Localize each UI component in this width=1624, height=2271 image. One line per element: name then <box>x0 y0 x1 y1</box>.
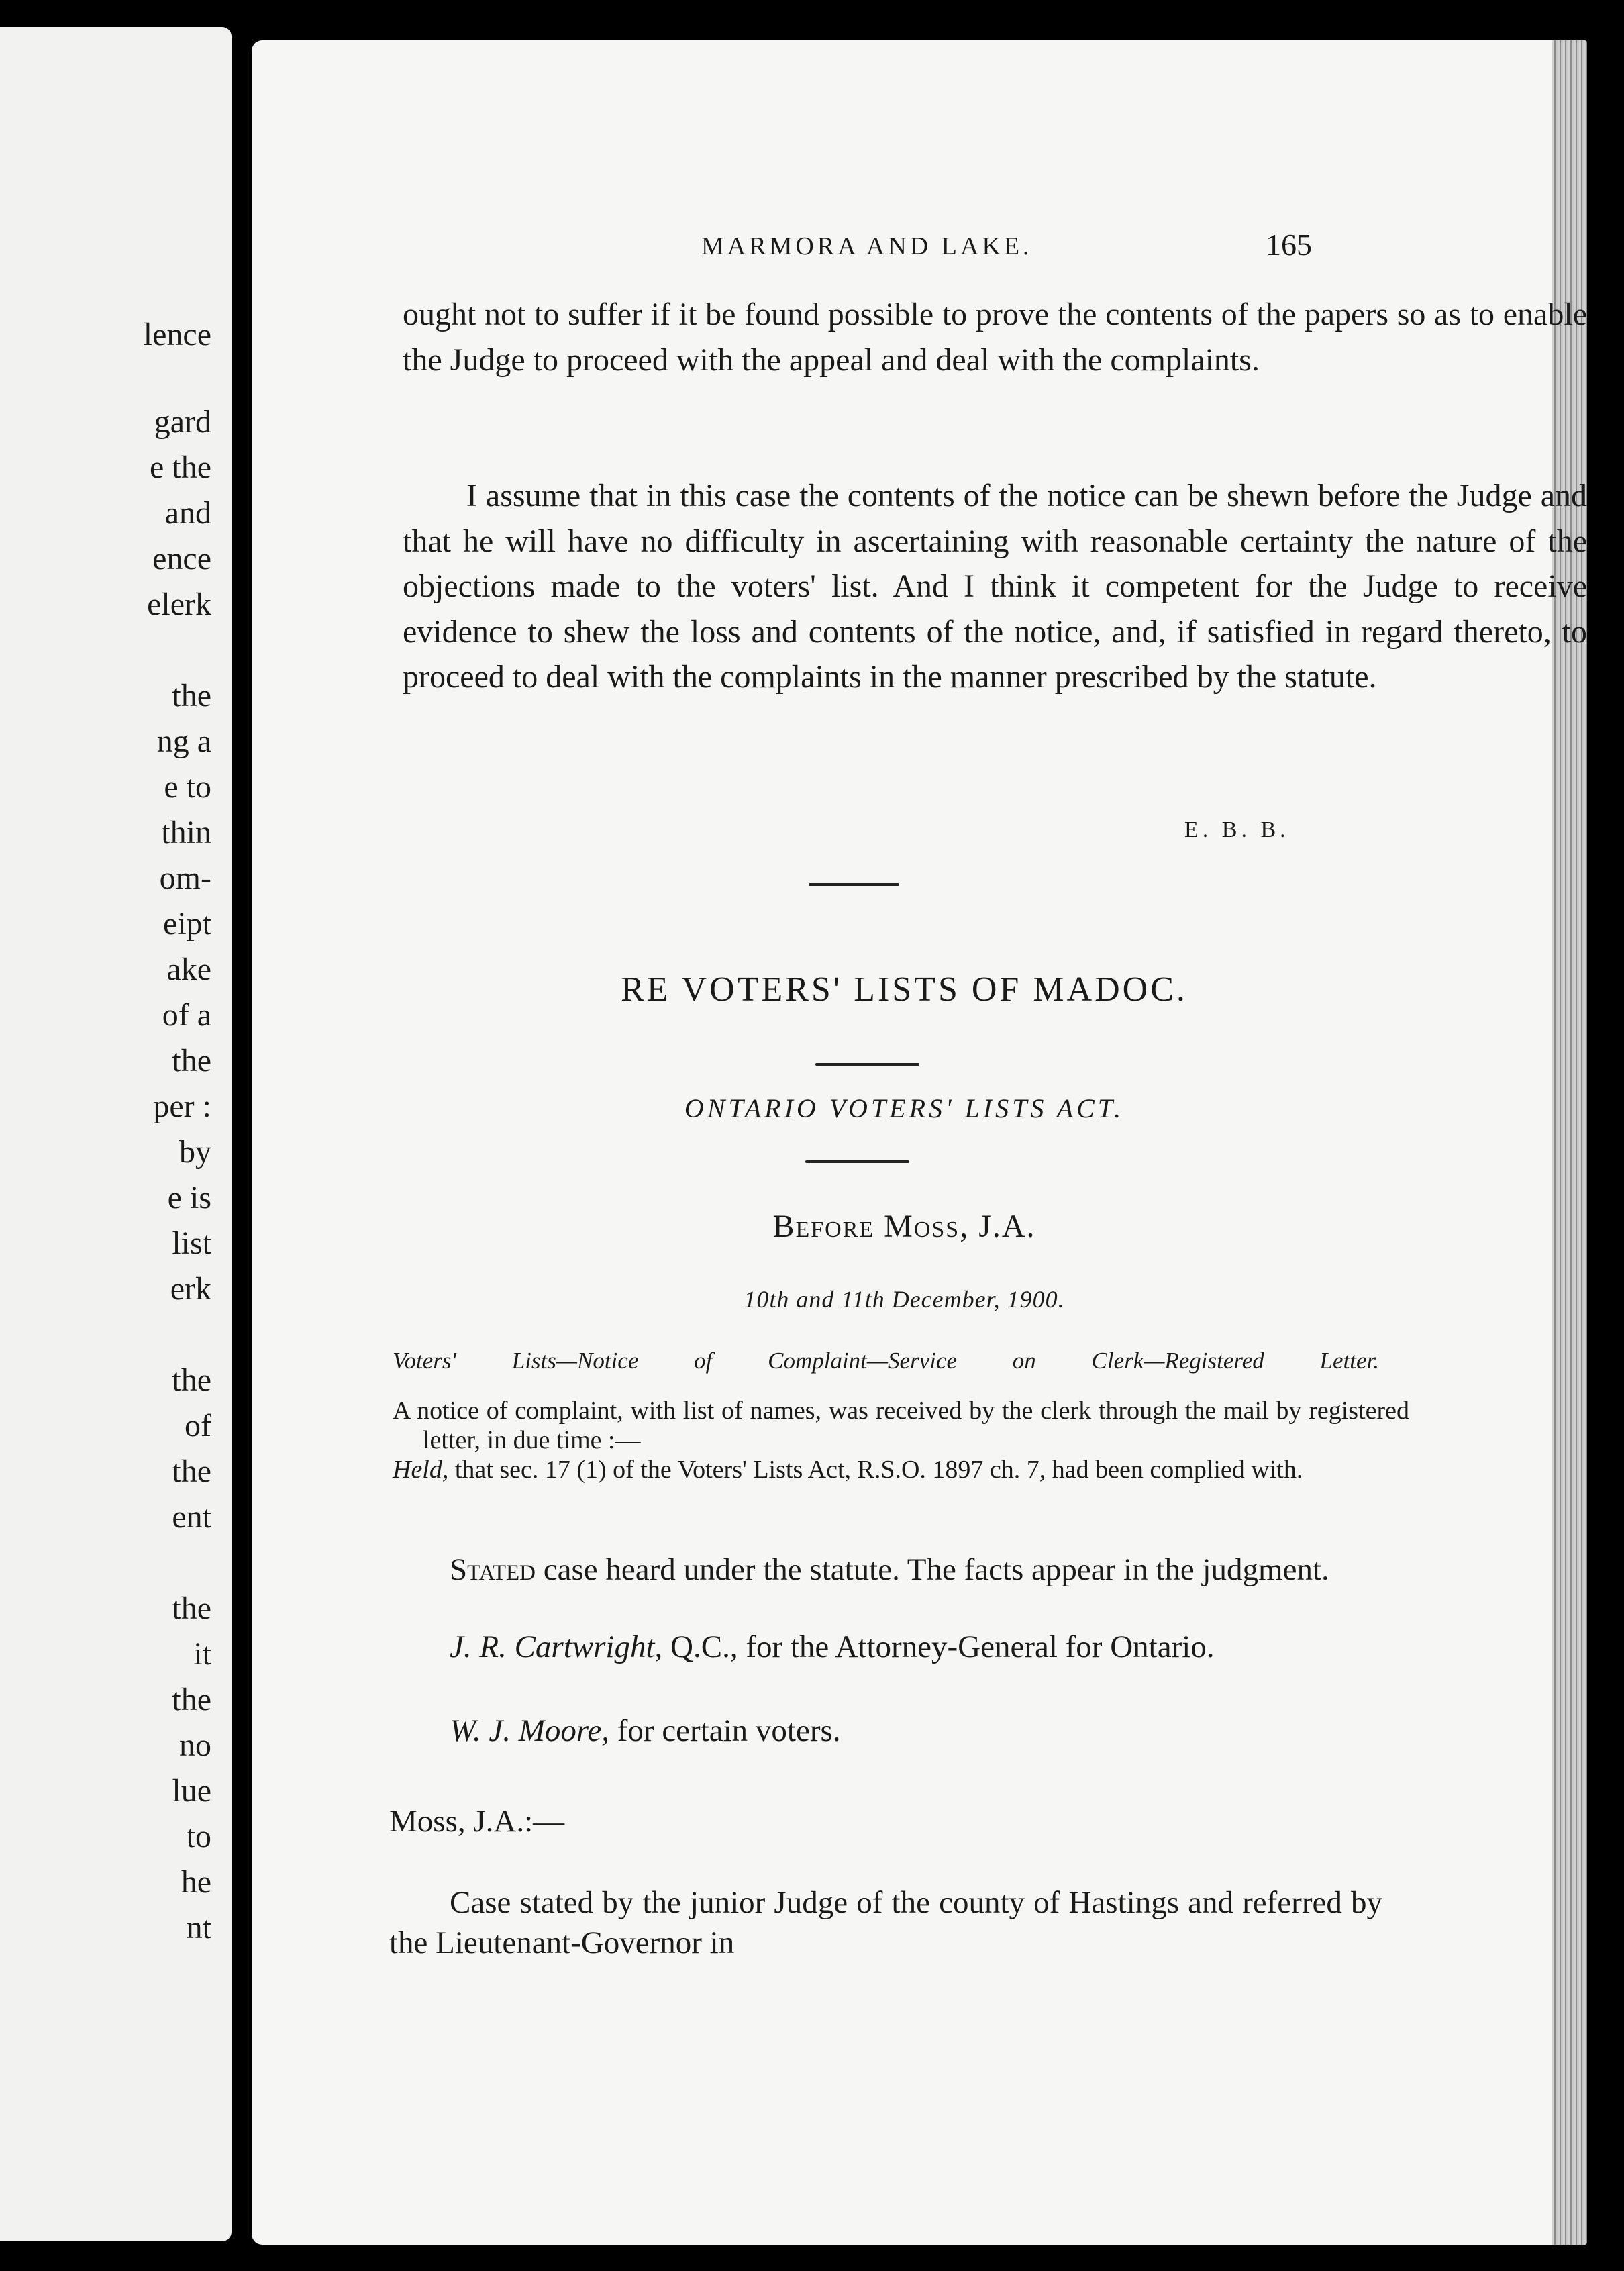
left-page-line: list <box>172 1225 211 1261</box>
left-page-line: and <box>164 495 211 531</box>
left-page-line: the <box>172 1454 211 1489</box>
left-page-line: of <box>185 1408 211 1444</box>
judge-initials: E. B. B. <box>1184 817 1290 842</box>
counsel-line-1 <box>389 1627 1382 1666</box>
main-page <box>252 40 1587 2245</box>
page-number: 165 <box>1266 228 1312 262</box>
left-page-line: of a <box>162 997 211 1033</box>
left-page-line: e the <box>150 450 211 485</box>
left-page-line: ence <box>152 541 211 576</box>
headnote-facts: A notice of complaint, with list of names, was received by the clerk through the mail by registered letter, in due time :— <box>393 1397 1409 1454</box>
left-facing-page <box>0 27 232 2241</box>
hearing-dates: 10th and 11th December, 1900. <box>744 1286 1065 1313</box>
counsel-1-name: J. R. Cartwright, <box>450 1629 663 1664</box>
left-page-line: eipt <box>163 906 211 942</box>
left-page-line: to <box>186 1819 211 1854</box>
left-page-line: he <box>181 1864 211 1900</box>
judge-heading: Moss, J.A.:— <box>389 1804 565 1839</box>
left-page-line: thin <box>161 815 211 850</box>
stated-label: Stated <box>450 1552 536 1587</box>
left-page-line: no <box>179 1727 211 1763</box>
left-page-line: om- <box>159 860 211 896</box>
left-page-line: the <box>172 1043 211 1078</box>
act-title: ONTARIO VOTERS' LISTS ACT. <box>684 1093 1125 1123</box>
left-page-line: e is <box>167 1180 211 1215</box>
counsel-line-2 <box>389 1711 1382 1750</box>
left-page-line: lue <box>172 1773 211 1809</box>
stated-text: case heard under the statute. The facts appear in the judgment. <box>543 1552 1329 1587</box>
before-judge: Before Moss, J.A. <box>772 1209 1036 1244</box>
left-page-line: the <box>172 678 211 713</box>
left-page-line: ent <box>172 1499 211 1535</box>
headnote-held <box>393 1455 1409 1484</box>
counsel-1-text: Q.C., for the Attorney-General for Ontario. <box>670 1629 1215 1664</box>
stated-case-paragraph <box>389 1550 1382 1589</box>
left-page-line: lence <box>143 317 211 352</box>
left-page-line: the <box>172 1591 211 1626</box>
catchline: Voters' Lists—Notice of Complaint—Service on Clerk—Registered Letter. <box>393 1348 1379 1374</box>
left-page-line: ake <box>166 952 211 987</box>
section-divider <box>809 883 899 886</box>
running-header: MARMORA AND LAKE. <box>701 232 1033 260</box>
counsel-2-name: W. J. Moore, <box>450 1713 610 1748</box>
left-page-line: elerk <box>147 587 211 622</box>
title-divider <box>815 1063 919 1066</box>
left-page-line: per : <box>153 1089 211 1124</box>
left-page-line: the <box>172 1682 211 1717</box>
left-page-line: e to <box>164 769 211 805</box>
act-divider <box>805 1160 909 1163</box>
held-label: Held, <box>393 1456 449 1484</box>
left-page-line: the <box>172 1362 211 1398</box>
left-page-line: gard <box>154 404 211 440</box>
left-page-line: by <box>179 1134 211 1170</box>
judgment-paragraph: Case stated by the junior Judge of the county of Hastings and referred by the Lieutenant-Governor in <box>389 1885 1382 1960</box>
continued-paragraph: ought not to suffer if it be found possible to prove the contents of the papers so as to enable the Judge to proceed with the appeal and deal with the complaints. <box>403 297 1587 378</box>
held-text: that sec. 17 (1) of the Voters' Lists Act, R.S.O. 1897 ch. 7, had been complied with. <box>454 1456 1303 1484</box>
left-page-line: erk <box>170 1271 211 1307</box>
left-page-line: it <box>193 1636 211 1672</box>
left-page-line: ng a <box>156 723 211 759</box>
case-title: RE VOTERS' LISTS OF MADOC. <box>621 970 1188 1009</box>
opinion-paragraph: I assume that in this case the contents of the notice can be shewn before the Judge and that he will have no difficulty in ascertaining with reasonable certainty the nature of the objections made to the voters' list. And I think it competent for the Judge to receive evidence to shew the loss and contents of the notice, and, if satisfied in regard thereto, to proceed to deal with the complaints in the manner prescribed by the statute. <box>403 478 1587 695</box>
left-page-line: nt <box>186 1910 211 1946</box>
counsel-2-text: for certain voters. <box>617 1713 841 1748</box>
